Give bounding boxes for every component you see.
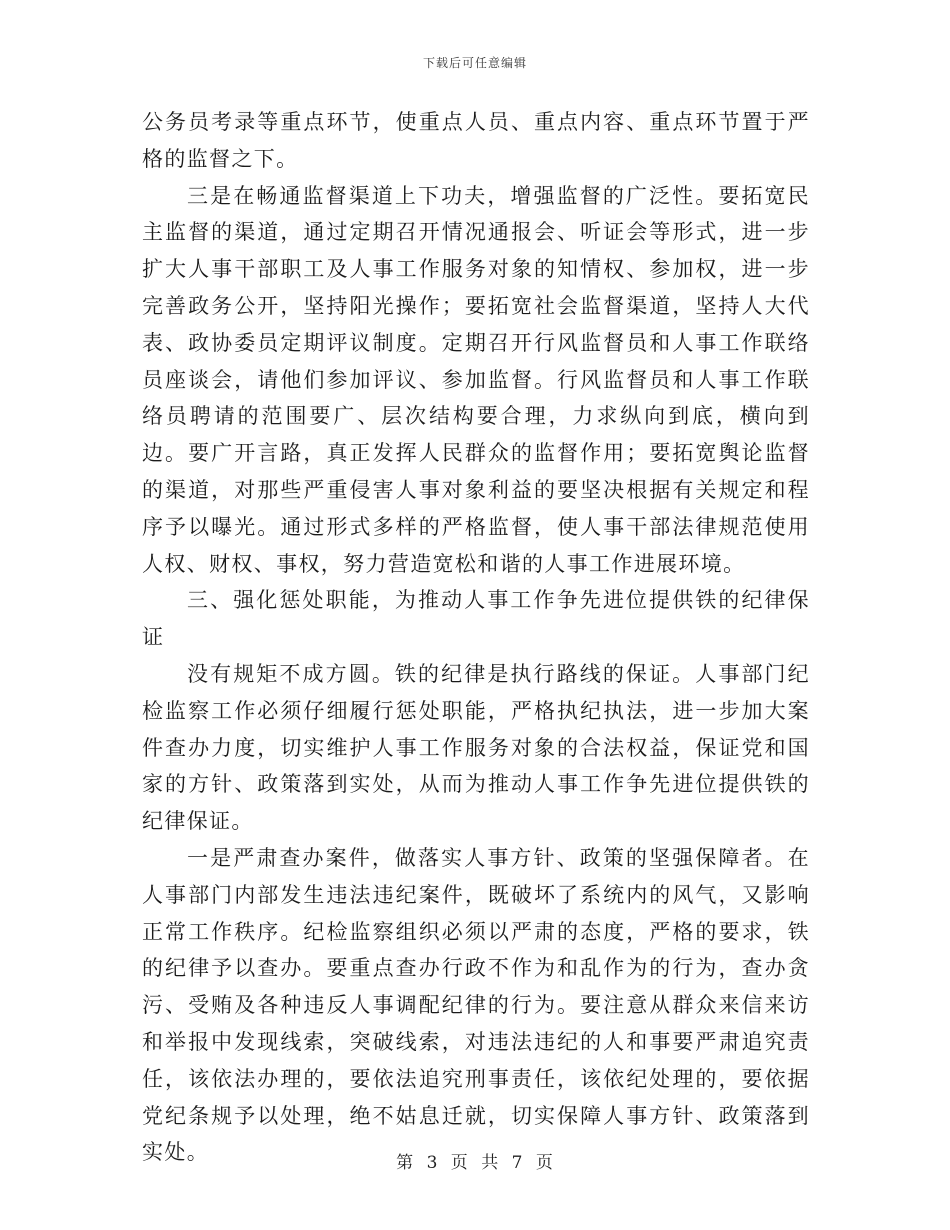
document-body: [142, 104, 810, 1171]
paragraph-1: 公务员考录等重点环节，使重点人员、重点内容、重点环节置于严格的监督之下。: [142, 110, 810, 171]
paragraph-3: 没有规矩不成方圆。铁的纪律是执行路线的保证。人事部门纪检监察工作必须仔细履行惩处职能，严格执纪执法，进一步加大案件查办力度，切实维护人事工作服务对象的合法权益，保证党和国家的方针、政策落到实处，从而为推动人事工作争先进位提供铁的纪律保证。: [142, 661, 810, 834]
paragraph-4: 一是严肃查办案件，做落实人事方针、政策的坚强保障者。在人事部门内部发生违法违纪案件，既破坏了系统内的风气，又影响正常工作秩序。纪检监察组织必须以严肃的态度，严格的要求，铁的纪律予以查办。要重点查办行政不作为和乱作为的行为，查办贪污、受贿及各种违反人事调配纪律的行为。要注意从群众来信来访和举报中发现线索，突破线索，对违法违纪的人和事要严肃追究责任，该依法办理的，要依法追究刑事责任，该依纪处理的，要依据党纪条规予以处理，绝不姑息迁就，切实保障人事方针、政策落到实处。: [142, 845, 810, 1165]
page-header: 下载后可任意编辑: [422, 56, 527, 70]
page-number-footer: 第 3 页 共 7 页: [396, 1153, 554, 1173]
section-heading: 三、强化惩处职能，为推动人事工作争先进位提供铁的纪律保证: [142, 588, 810, 650]
paragraph-2: 三是在畅通监督渠道上下功夫，增强监督的广泛性。要拓宽民主监督的渠道，通过定期召开情况通报会、听证会等形式，进一步扩大人事干部职工及人事工作服务对象的知情权、参加权，进一步完善政务公开，坚持阳光操作；要拓宽社会监督渠道，坚持人大代表、政协委员定期评议制度。定期召开行风监督员和人事工作联络员座谈会，请他们参加评议、参加监督。行风监督员和人事工作联络员聘请的范围要广、层次结构要合理，力求纵向到底，横向到边。要广开言路，真正发挥人民群众的监督作用；要拓宽舆论监督的渠道，对那些严重侵害人事对象利益的要坚决根据有关规定和程序予以曝光。通过形式多样的严格监督，使人事干部法律规范使用人权、财权、事权，努力营造宽松和谐的人事工作进展环境。: [142, 183, 810, 576]
